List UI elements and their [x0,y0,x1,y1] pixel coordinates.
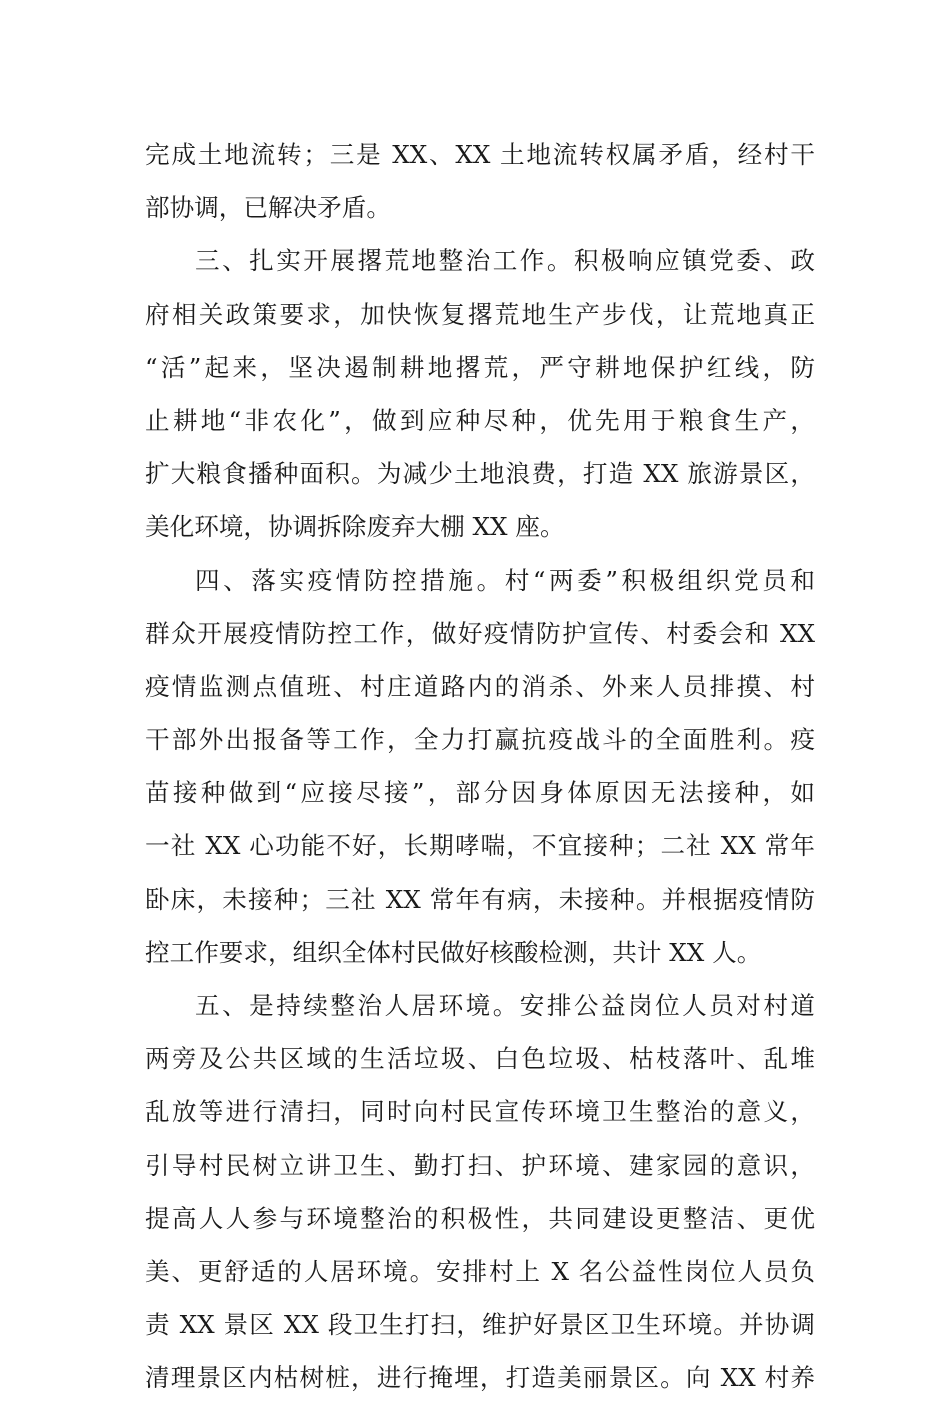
paragraph-line: 美、更舒适的人居环境。安排村上 X 名公益性岗位人员负 [145,1256,815,1286]
paragraph-line: 美化环境，协调拆除废弃大棚 XX 座。 [145,512,565,542]
paragraph-3 [145,979,815,1405]
paragraph-line: 五、是持续整治人居环境。安排公益岗位人员对村道 [195,991,815,1020]
paragraph-1 [145,234,815,553]
paragraph-line: 一社 XX 心功能不好，长期哮喘，不宜接种；二社 XX 常年 [145,831,815,861]
paragraph-line: 干部外出报备等工作，全力打赢抗疫战斗的全面胜利。疫 [145,725,815,755]
paragraph-2 [145,554,815,980]
paragraph-0 [145,128,815,234]
paragraph-line: 完成土地流转；三是 XX、XX 土地流转权属矛盾，经村干 [145,140,815,169]
paragraph-line: 提高人人参与环境整治的积极性，共同建设更整洁、更优 [145,1203,815,1233]
paragraph-line: 止耕地“非农化”，做到应种尽种，优先用于粮食生产， [145,405,815,435]
paragraph-line: 控工作要求，组织全体村民做好核酸检测，共计 XX 人。 [145,937,762,967]
paragraph-line: 清理景区内枯树桩，进行掩埋，打造美丽景区。向 XX 村养 [145,1363,815,1393]
document-body [145,128,815,1405]
paragraph-line: 两旁及公共区域的生活垃圾、白色垃圾、枯枝落叶、乱堆 [145,1044,815,1074]
paragraph-line: 卧床，未接种；三社 XX 常年有病，未接种。并根据疫情防 [145,884,815,914]
paragraph-line: 府相关政策要求，加快恢复撂荒地生产步伐，让荒地真正 [145,299,815,329]
paragraph-line: 疫情监测点值班、村庄道路内的消杀、外来人员排摸、村 [145,671,815,701]
paragraph-line: “活”起来，坚决遏制耕地撂荒，严守耕地保护红线，防 [145,352,815,382]
paragraph-line: 责 XX 景区 XX 段卫生打扫，维护好景区卫生环境。并协调 [145,1310,815,1340]
paragraph-line: 乱放等进行清扫，同时向村民宣传环境卫生整治的意义， [145,1097,815,1127]
paragraph-line: 三、扎实开展撂荒地整治工作。积极响应镇党委、政 [195,246,815,276]
paragraph-line: 部协调，已解决矛盾。 [145,193,391,223]
paragraph-line: 群众开展疫情防控工作，做好疫情防护宣传、村委会和 XX [145,618,815,648]
paragraph-line: 扩大粮食播种面积。为减少土地浪费，打造 XX 旅游景区， [145,459,815,489]
paragraph-line: 苗接种做到“应接尽接”，部分因身体原因无法接种，如 [145,778,815,808]
paragraph-line: 四、落实疫情防控措施。村“两委”积极组织党员和 [195,565,815,595]
paragraph-line: 引导村民树立讲卫生、勤打扫、护环境、建家园的意识， [145,1150,815,1180]
